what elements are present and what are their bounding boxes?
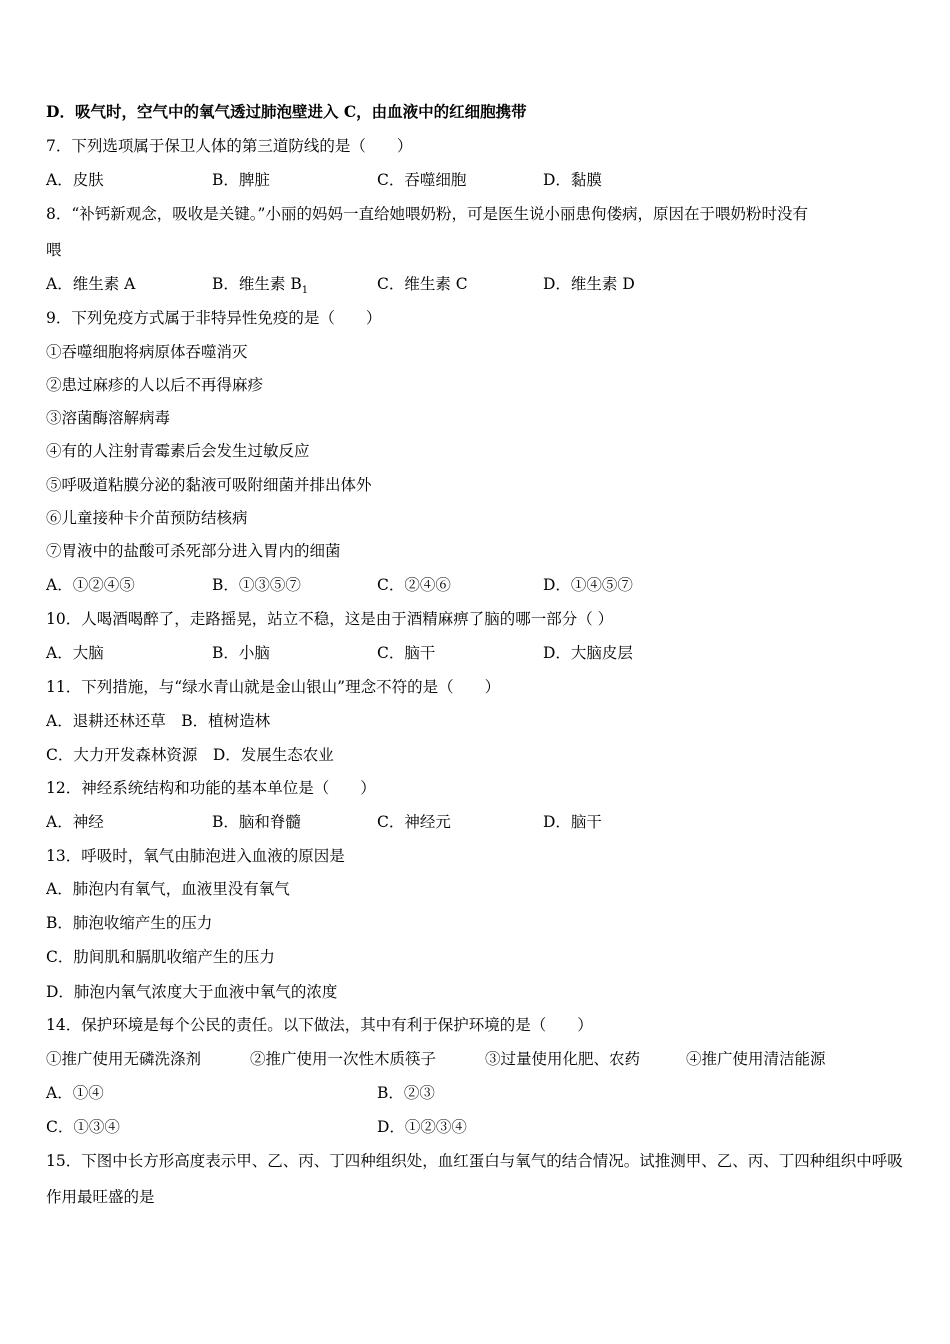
q12-option-c: C．神经元: [377, 813, 451, 831]
q9-item-7: ⑦胃液中的盐酸可杀死部分进入胃内的细菌: [46, 542, 341, 560]
q13-option-a: A．肺泡内有氧气，血液里没有氧气: [46, 880, 290, 898]
q14-option-c: C．①③④: [46, 1118, 120, 1136]
q10-stem: 10．人喝酒喝醉了，走路摇晃，站立不稳，这是由于酒精麻痹了脑的哪一部分（ ）: [46, 610, 614, 628]
q14-item-3: ③过量使用化肥、农药: [485, 1050, 641, 1068]
q8-option-c: C．维生素 C: [377, 275, 468, 293]
q10-option-d: D．大脑皮层: [543, 644, 633, 662]
q11-options-row2: C．大力开发森林资源 D．发展生态农业: [46, 746, 334, 764]
q8-stem-line2: 喂: [46, 241, 62, 259]
q9-item-6: ⑥儿童接种卡介苗预防结核病: [46, 509, 248, 527]
q13-option-d: D．肺泡内氧气浓度大于血液中氧气的浓度: [46, 983, 338, 1001]
q12-option-a: A．神经: [46, 813, 104, 831]
q13-stem: 13．呼吸时，氧气由肺泡进入血液的原因是: [46, 847, 345, 865]
q9-option-d: D．①④⑤⑦: [543, 576, 633, 594]
q14-option-b: B．②③: [377, 1084, 435, 1102]
q9-stem: 9．下列免疫方式属于非特异性免疫的是（ ）: [46, 309, 382, 327]
q14-item-1: ①推广使用无磷洗涤剂: [46, 1050, 202, 1068]
q9-option-b: B．①③⑤⑦: [212, 576, 301, 594]
q7-option-d: D．黏膜: [543, 171, 602, 189]
q7-stem: 7．下列选项属于保卫人体的第三道防线的是（ ）: [46, 137, 413, 155]
q14-option-d: D．①②③④: [377, 1118, 467, 1136]
q8-option-a: A．维生素 A: [46, 275, 136, 293]
q11-stem: 11．下列措施，与“绿水青山就是金山银山”理念不符的是（ ）: [46, 678, 501, 696]
q13-option-c: C．肋间肌和膈肌收缩产生的压力: [46, 948, 275, 966]
q14-stem: 14．保护环境是每个公民的责任。以下做法，其中有利于保护环境的是（ ）: [46, 1016, 593, 1034]
q15-stem: 15．下图中长方形高度表示甲、乙、丙、丁四种组织处，血红蛋白与氧气的结合情况。试推测甲、乙、丙、丁四种组织中呼吸作用最旺盛的是: [46, 1152, 903, 1206]
q14-option-a: A．①④: [46, 1084, 104, 1102]
q10-option-b: B．小脑: [212, 644, 270, 662]
q9-item-4: ④有的人注射青霉素后会发生过敏反应: [46, 442, 310, 460]
subscript-1: 1: [301, 285, 309, 297]
q14-item-2: ②推广使用一次性木质筷子: [250, 1050, 437, 1068]
q9-item-3: ③溶菌酶溶解病毒: [46, 409, 171, 427]
q7-option-a: A．皮肤: [46, 171, 104, 189]
q11-options-row1: A．退耕还林还草 B．植树造林: [46, 712, 271, 730]
q12-option-d: D．脑干: [543, 813, 602, 831]
q10-option-c: C．脑干: [377, 644, 436, 662]
q8-option-b: B．维生素 $B_1$: [212, 275, 309, 297]
q13-option-b: B．肺泡收缩产生的压力: [46, 914, 213, 932]
q12-stem: 12．神经系统结构和功能的基本单位是（ ）: [46, 779, 376, 797]
q7-option-c: C．吞噬细胞: [377, 171, 467, 189]
q9-option-c: C．②④⑥: [377, 576, 451, 594]
q6-option-d: D．吸气时，空气中的氧气透过肺泡壁进入 C，由血液中的红细胞携带: [46, 102, 527, 121]
q9-item-1: ①吞噬细胞将病原体吞噬消灭: [46, 343, 248, 361]
q7-option-b: B．脾脏: [212, 171, 270, 189]
q9-item-2: ②患过麻疹的人以后不再得麻疹: [46, 376, 264, 394]
q14-item-4: ④推广使用清洁能源: [686, 1050, 826, 1068]
q10-option-a: A．大脑: [46, 644, 104, 662]
q8-stem-line1: 8．“补钙新观念，吸收是关键。”小丽的妈妈一直给她喂奶粉，可是医生说小丽患佝偻病，原因在于喂奶粉时没有: [46, 205, 808, 223]
q9-item-5: ⑤呼吸道粘膜分泌的黏液可吸附细菌并排出体外: [46, 476, 372, 494]
q12-option-b: B．脑和脊髓: [212, 813, 301, 831]
q8-option-d: D．维生素 D: [543, 275, 635, 293]
q9-option-a: A．①②④⑤: [46, 576, 135, 594]
